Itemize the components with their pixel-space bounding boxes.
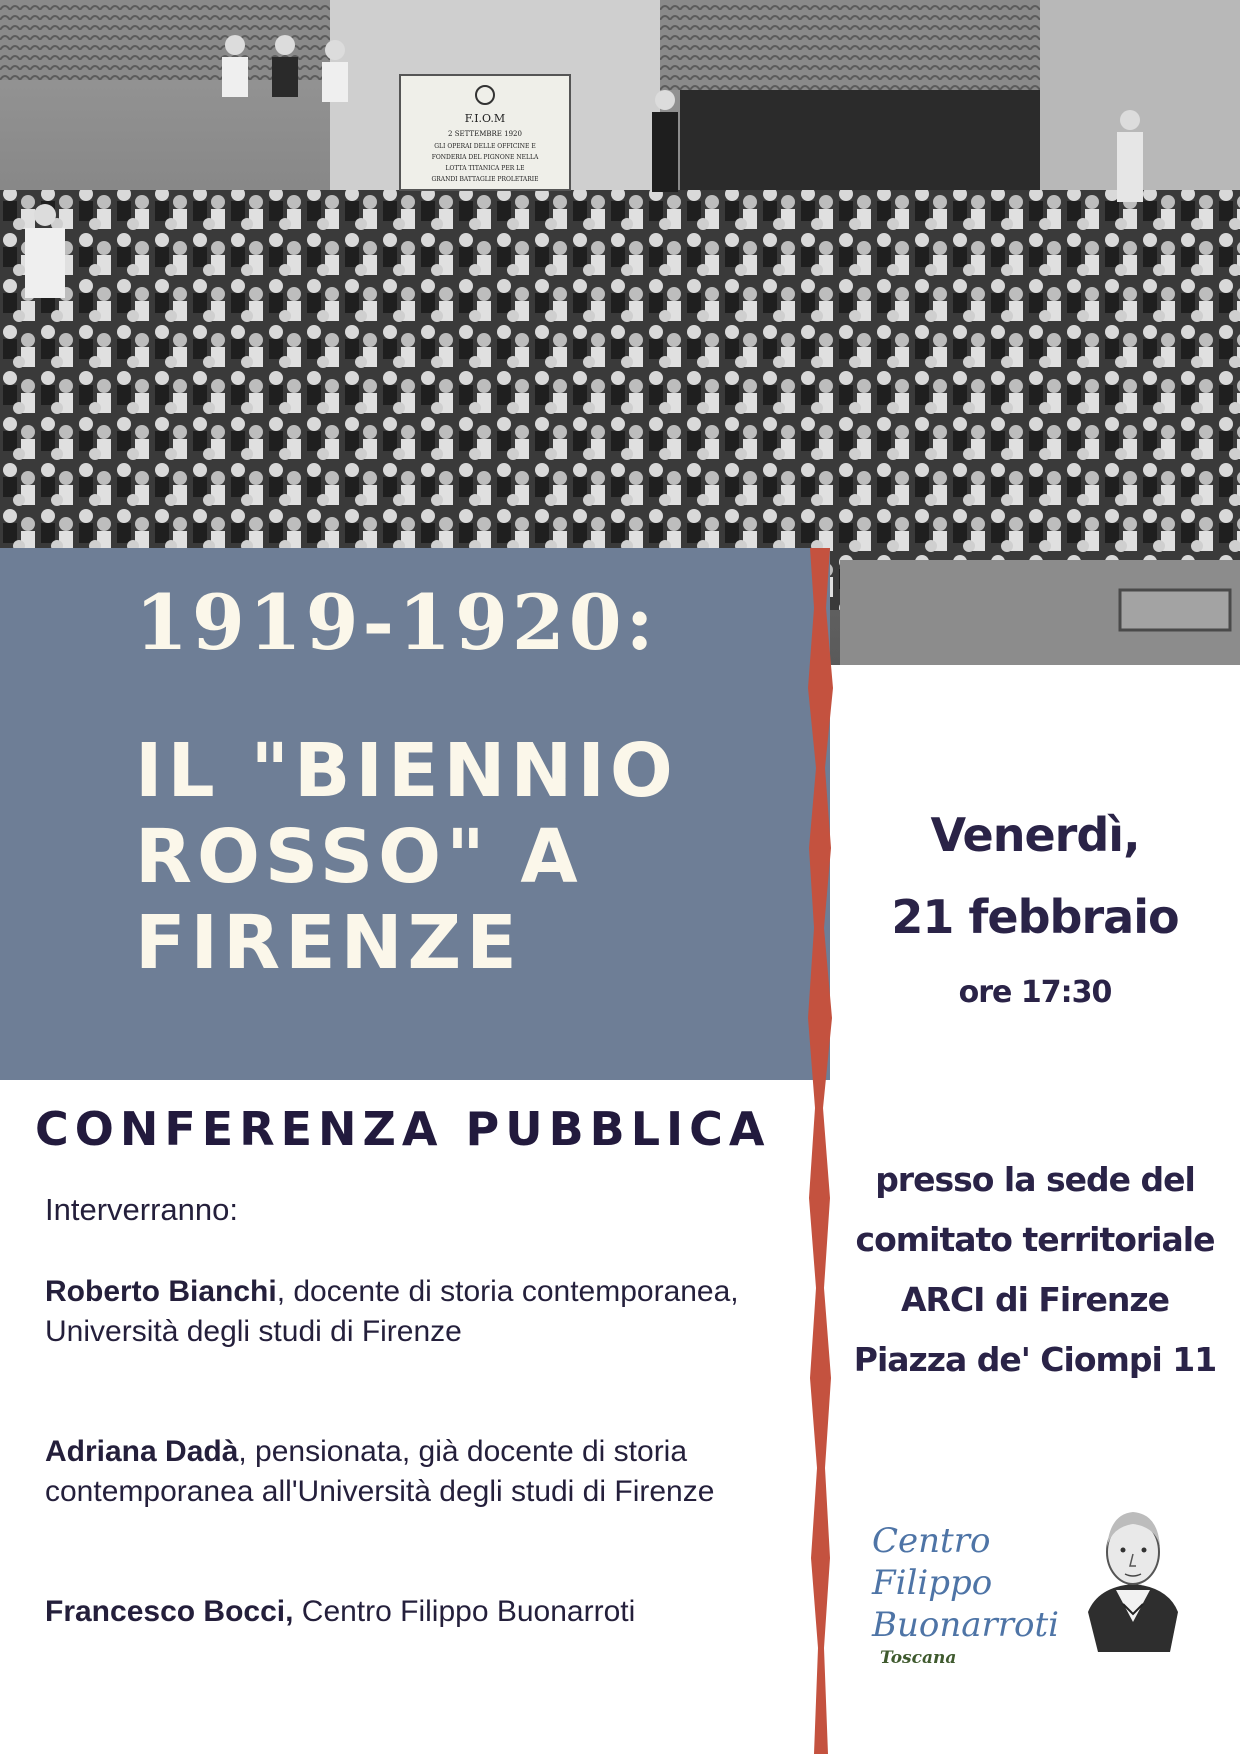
centro-logo-text bbox=[872, 1520, 1059, 1646]
venue-line-1: presso la sede del bbox=[875, 1160, 1195, 1199]
event-date: 21 febbraio bbox=[891, 890, 1179, 944]
conference-heading: CONFERENZA PUBBLICA bbox=[35, 1102, 771, 1156]
event-time: ore 17:30 bbox=[958, 975, 1112, 1010]
speaker-item bbox=[45, 1272, 795, 1352]
speaker-name: Roberto Bianchi bbox=[45, 1275, 277, 1308]
sign-line-4: FONDERIA DEL PIGNONE NELLA bbox=[431, 154, 539, 161]
fiom-sign bbox=[400, 75, 570, 190]
speaker-item bbox=[45, 1592, 795, 1632]
sign-line-3: GLI OPERAI DELLE OFFICINE E bbox=[434, 143, 536, 150]
speaker-item bbox=[45, 1432, 795, 1512]
sign-line-5: LOTTA TITANICA PER LE bbox=[445, 165, 525, 172]
main-title-line-1: IL "BIENNIO bbox=[135, 728, 678, 814]
logo-subtitle: Toscana bbox=[880, 1648, 957, 1668]
sign-line-6: GRANDI BATTAGLIE PROLETARIE bbox=[431, 176, 539, 183]
venue-line-3: ARCI di Firenze bbox=[901, 1280, 1169, 1319]
buonarroti-portrait-icon bbox=[1058, 1492, 1208, 1662]
speaker-name: Francesco Bocci, bbox=[45, 1595, 294, 1628]
speaker-name: Adriana Dadà bbox=[45, 1435, 239, 1468]
sign-line-2: 2 SETTEMBRE 1920 bbox=[448, 130, 522, 138]
speaker-role: Centro Filippo Buonarroti bbox=[293, 1595, 636, 1628]
venue-block bbox=[840, 1150, 1230, 1390]
speaker-role: , docente di storia contemporanea, Università degli studi di Firenze bbox=[45, 1275, 739, 1348]
main-title bbox=[135, 728, 795, 986]
logo-line-3: Buonarroti bbox=[872, 1605, 1060, 1645]
main-title-line-2: ROSSO" A bbox=[135, 814, 583, 900]
red-divider-stripe bbox=[800, 548, 842, 1754]
speakers-label: Interverranno: bbox=[45, 1192, 238, 1227]
logo-line-2: Filippo bbox=[872, 1563, 993, 1603]
main-title-line-3: FIRENZE bbox=[135, 900, 522, 986]
sign-line-1: F.I.O.M bbox=[464, 112, 506, 125]
venue-line-2: comitato territoriale bbox=[855, 1220, 1215, 1259]
venue-line-4: Piazza de' Ciompi 11 bbox=[853, 1340, 1217, 1379]
logo-line-1: Centro bbox=[872, 1521, 991, 1561]
event-day: Venerdì, bbox=[930, 808, 1140, 862]
speaker-role: , pensionata, già docente di storia contemporanea all'Università degli studi di Firenze bbox=[45, 1435, 715, 1508]
years-title: 1919-1920: bbox=[135, 578, 658, 667]
